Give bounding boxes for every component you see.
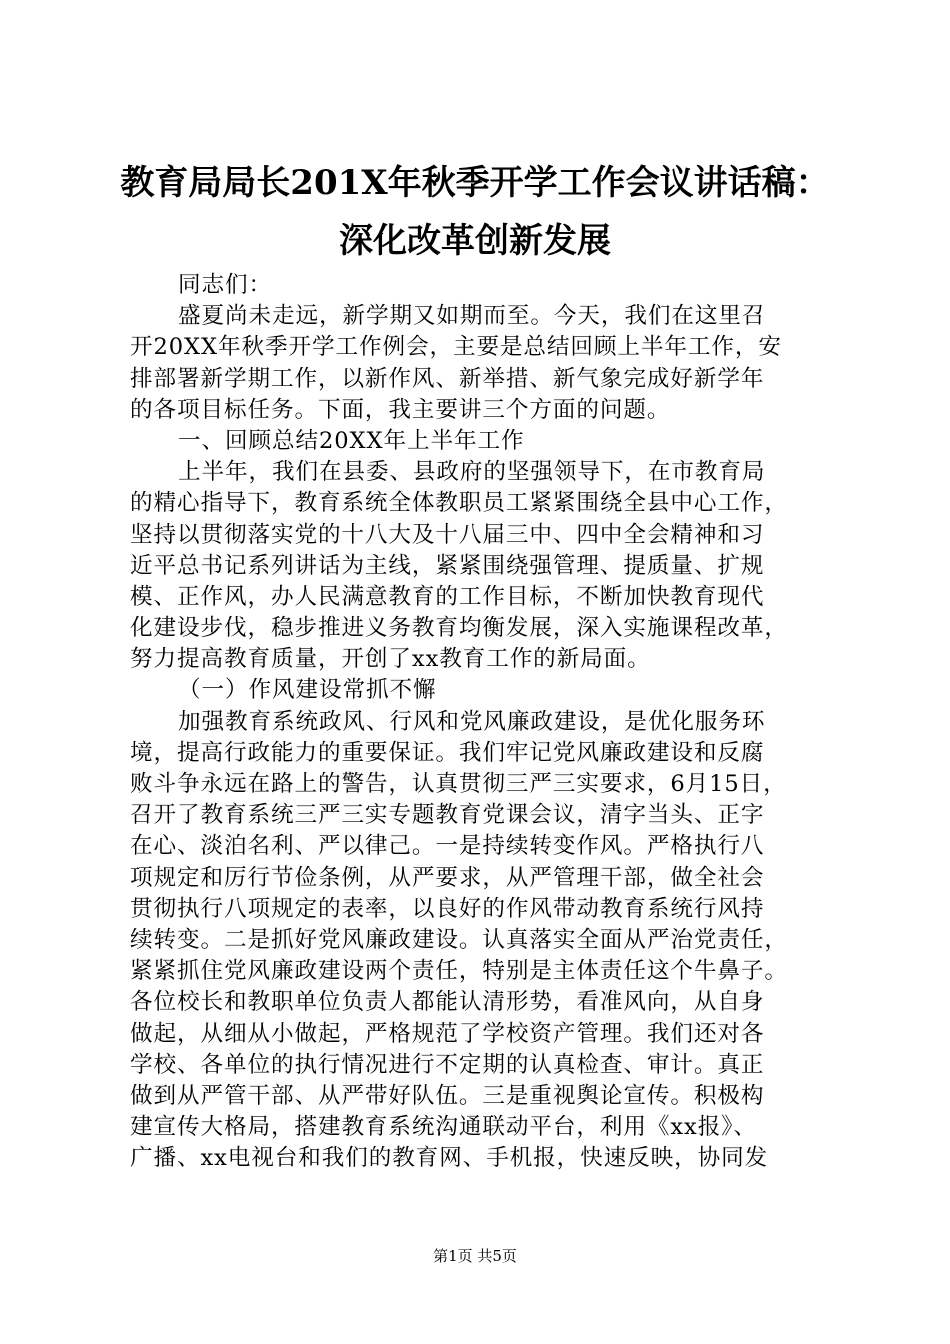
- document-body: [130, 270, 830, 1174]
- body-line: 一、回顾总结20XX年上半年工作: [178, 427, 525, 454]
- body-line: 做到从严管干部、从严带好队伍。三是重视舆论宣传。积极构: [130, 1082, 765, 1109]
- body-line: 的精心指导下，教育系统全体教职员工紧紧围绕全县中心工作，: [130, 490, 788, 517]
- body-line: 在心、淡泊名利、严以律己。一是持续转变作风。严格执行八: [130, 833, 765, 860]
- body-line: 排部署新学期工作，以新作风、新举措、新气象完成好新学年: [130, 365, 765, 392]
- body-line: 做起，从细从小做起，严格规范了学校资产管理。我们还对各: [130, 1020, 765, 1047]
- body-line: （一）作风建设常抓不懈: [178, 677, 437, 704]
- body-line: 模、正作风，办人民满意教育的工作目标，不断加快教育现代: [130, 583, 765, 610]
- body-line: 各位校长和教职单位负责人都能认清形势，看准风向，从自身: [130, 989, 765, 1016]
- page-footer: 第1页 共5页: [433, 1247, 517, 1265]
- body-line: 建宣传大格局，搭建教育系统沟通联动平台，利用《xx报》、: [130, 1114, 757, 1141]
- body-line: 贯彻执行八项规定的表率，以良好的作风带动教育系统行风持: [130, 895, 765, 922]
- body-line: 的各项目标任务。下面，我主要讲三个方面的问题。: [130, 396, 671, 423]
- body-line: 广播、xx电视台和我们的教育网、手机报，快速反映，协同发: [130, 1145, 769, 1172]
- body-line: 盛夏尚未走远，新学期又如期而至。今天，我们在这里召: [178, 303, 766, 330]
- body-line: 加强教育系统政风、行风和党风廉政建设，是优化服务环: [178, 708, 766, 735]
- body-line: 项规定和厉行节俭条例，从严要求，从严管理干部，做全社会: [130, 864, 765, 891]
- body-line: 开20XX年秋季开学工作例会，主要是总结回顾上半年工作，安: [130, 334, 782, 361]
- document-title-line-2: 深化改革创新发展: [339, 221, 611, 261]
- body-line: 学校、各单位的执行情况进行不定期的认真检查、审计。真正: [130, 1051, 765, 1078]
- body-line: 化建设步伐，稳步推进义务教育均衡发展，深入实施课程改革，: [130, 615, 788, 642]
- document-title-line-1: 教育局局长201X年秋季开学工作会议讲话稿：: [120, 163, 830, 203]
- body-line: 坚持以贯彻落实党的十八大及十八届三中、四中全会精神和习: [130, 521, 765, 548]
- body-line: 同志们：: [178, 272, 272, 298]
- body-line: 紧紧抓住党风廉政建设两个责任，特别是主体责任这个牛鼻子。: [130, 958, 788, 985]
- body-line: 近平总书记系列讲话为主线，紧紧围绕强管理、提质量、扩规: [130, 552, 765, 579]
- body-line: 境，提高行政能力的重要保证。我们牢记党风廉政建设和反腐: [130, 739, 765, 766]
- body-line: 努力提高教育质量，开创了xx教育工作的新局面。: [130, 646, 651, 673]
- body-line: 败斗争永远在路上的警告，认真贯彻三严三实要求，6月15日，: [130, 771, 787, 797]
- body-line: 上半年，我们在县委、县政府的坚强领导下，在市教育局: [178, 459, 766, 486]
- body-line: 续转变。二是抓好党风廉政建设。认真落实全面从严治党责任，: [130, 926, 788, 953]
- body-line: 召开了教育系统三严三实专题教育党课会议，清字当头、正字: [130, 802, 765, 829]
